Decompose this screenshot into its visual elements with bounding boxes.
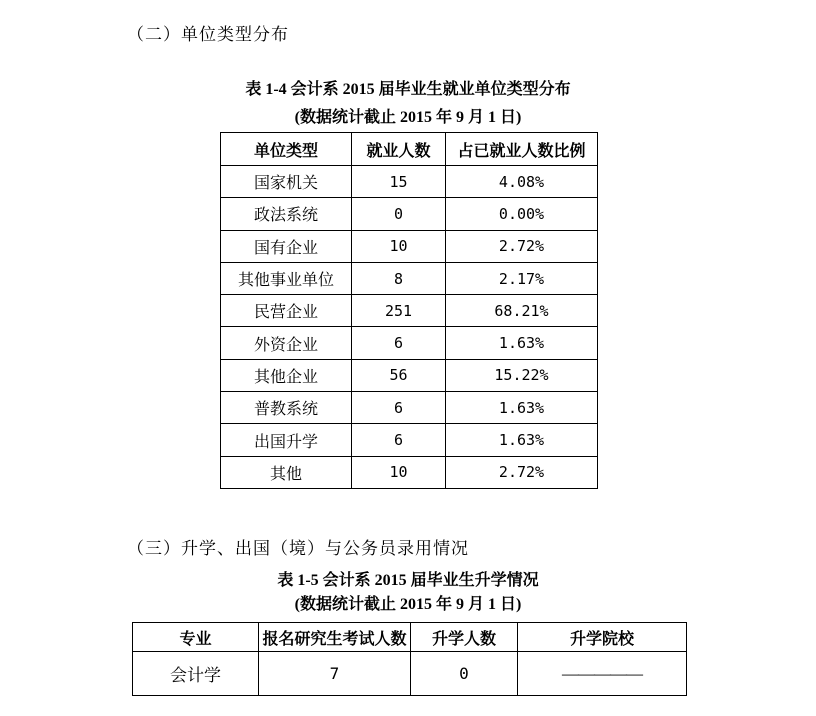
cell-major: 会计学	[133, 652, 259, 696]
table-row	[221, 295, 598, 327]
table-1-5-title: 表 1-5 会计系 2015 届毕业生升学情况	[277, 572, 539, 589]
cell-employed-ratio: 68.21%	[446, 295, 598, 327]
cell-admitted-count: 0	[411, 652, 518, 696]
table-row	[221, 424, 598, 456]
table-row	[133, 652, 687, 696]
header-admission-school: 升学院校	[518, 623, 687, 652]
cell-admission-school-dash: —————	[518, 652, 687, 696]
table-row	[221, 198, 598, 230]
cell-employed-count: 0	[352, 198, 446, 230]
table-header-row	[133, 623, 687, 652]
cell-employed-count: 56	[352, 359, 446, 391]
table-row	[221, 456, 598, 488]
cell-employed-ratio: 2.17%	[446, 262, 598, 294]
table-row	[221, 327, 598, 359]
table-unit-type-distribution	[220, 132, 598, 489]
cell-grad-exam-applicants: 7	[259, 652, 411, 696]
cell-employed-ratio: 15.22%	[446, 359, 598, 391]
header-grad-exam-applicants: 报名研究生考试人数	[259, 623, 411, 652]
section-heading-further-study: （三）升学、出国（境）与公务员录用情况	[127, 539, 469, 558]
table-row	[221, 359, 598, 391]
header-unit-type: 单位类型	[221, 133, 352, 166]
cell-employed-count: 6	[352, 424, 446, 456]
cell-unit-type: 政法系统	[221, 198, 352, 230]
cell-employed-ratio: 1.63%	[446, 392, 598, 424]
cell-employed-ratio: 1.63%	[446, 327, 598, 359]
cell-employed-ratio: 1.63%	[446, 424, 598, 456]
table-1-4-title: 表 1-4 会计系 2015 届毕业生就业单位类型分布	[245, 81, 571, 98]
header-employed-count: 就业人数	[352, 133, 446, 166]
header-employed-ratio: 占已就业人数比例	[446, 133, 598, 166]
table-1-5-subtitle: (数据统计截止 2015 年 9 月 1 日)	[294, 596, 522, 613]
cell-unit-type: 国有企业	[221, 230, 352, 262]
header-major: 专业	[133, 623, 259, 652]
cell-unit-type: 民营企业	[221, 295, 352, 327]
table-further-study	[132, 622, 687, 696]
cell-employed-ratio: 0.00%	[446, 198, 598, 230]
table-row	[221, 166, 598, 198]
cell-employed-ratio: 2.72%	[446, 456, 598, 488]
table-row	[221, 230, 598, 262]
cell-unit-type: 国家机关	[221, 166, 352, 198]
cell-employed-count: 15	[352, 166, 446, 198]
cell-employed-count: 10	[352, 230, 446, 262]
cell-unit-type: 其他	[221, 456, 352, 488]
table-1-4-subtitle: (数据统计截止 2015 年 9 月 1 日)	[294, 109, 522, 126]
table-header-row	[221, 133, 598, 166]
header-admitted-count: 升学人数	[411, 623, 518, 652]
cell-employed-count: 251	[352, 295, 446, 327]
cell-employed-count: 8	[352, 262, 446, 294]
cell-employed-ratio: 2.72%	[446, 230, 598, 262]
cell-employed-ratio: 4.08%	[446, 166, 598, 198]
cell-employed-count: 6	[352, 392, 446, 424]
section-heading-unit-type-distribution: （二）单位类型分布	[127, 25, 289, 44]
table-row	[221, 392, 598, 424]
cell-unit-type: 其他事业单位	[221, 262, 352, 294]
cell-unit-type: 出国升学	[221, 424, 352, 456]
cell-employed-count: 6	[352, 327, 446, 359]
cell-unit-type: 其他企业	[221, 359, 352, 391]
cell-employed-count: 10	[352, 456, 446, 488]
table-row	[221, 262, 598, 294]
cell-unit-type: 外资企业	[221, 327, 352, 359]
cell-unit-type: 普教系统	[221, 392, 352, 424]
